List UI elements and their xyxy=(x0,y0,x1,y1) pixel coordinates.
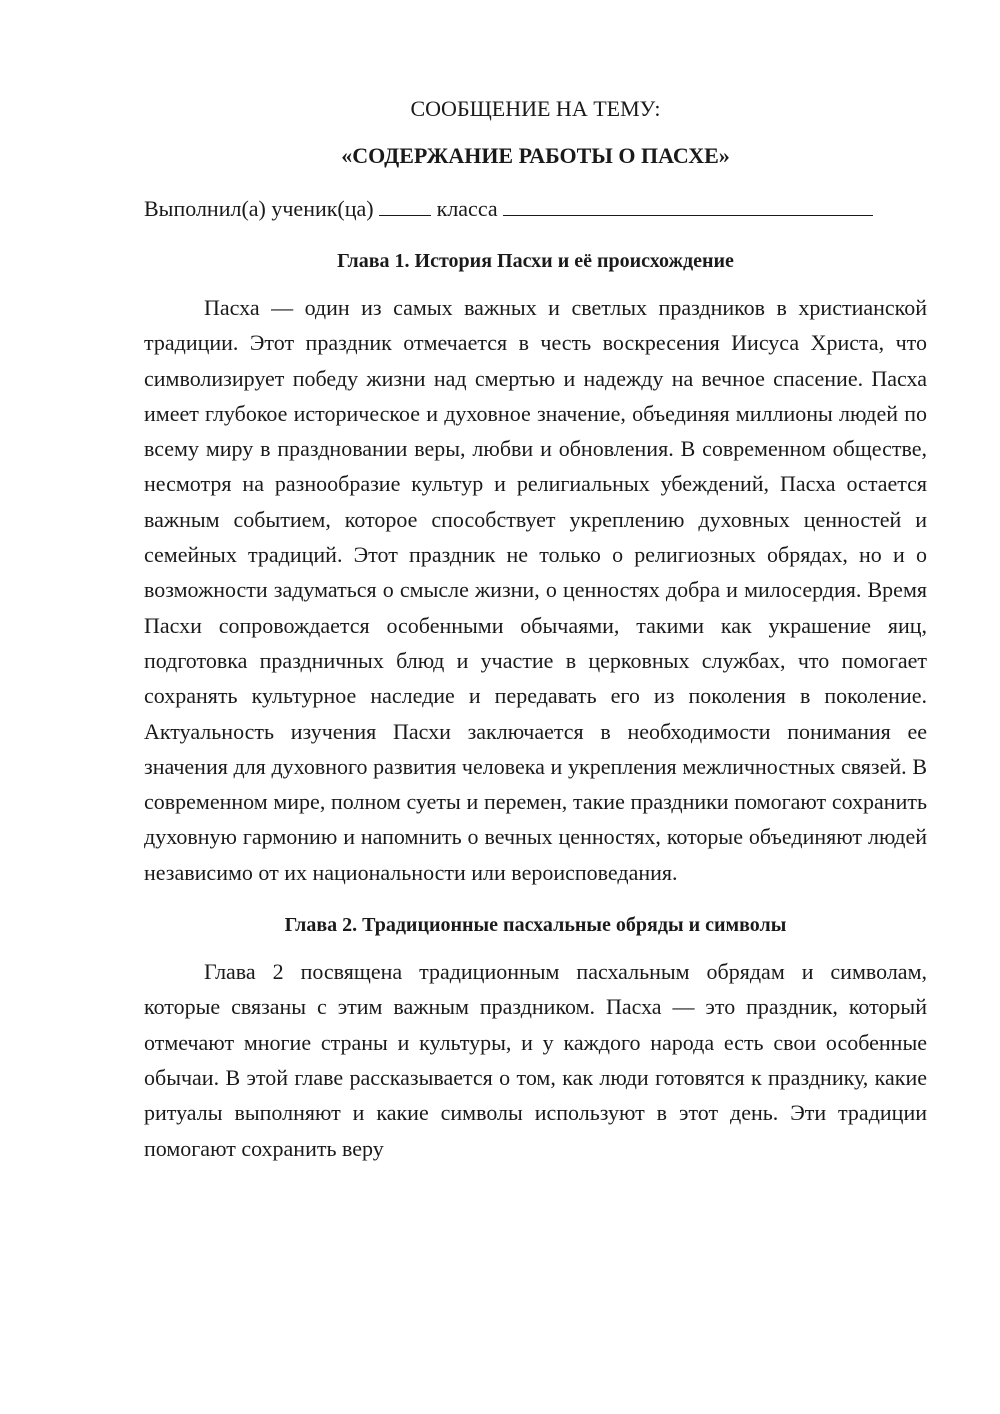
document-page xyxy=(144,92,927,1166)
class-number-blank xyxy=(379,195,431,216)
document-subtitle: «СОДЕРЖАНИЕ РАБОТЫ О ПАСХЕ» xyxy=(341,143,730,168)
chapter-2-heading: Глава 2. Традиционные пасхальные обряды и символы xyxy=(284,914,787,937)
student-name-blank xyxy=(503,195,873,216)
author-prefix: Выполнил(а) ученик(ца) xyxy=(144,196,374,221)
chapter-2-paragraph: Глава 2 посвящена традиционным пасхальным обрядам и символам, которые связаны с этим важным праздником. Пасха — это праздник, который отмечают многие страны и культуры, и у каждого народа есть свои особенные обычаи. В этой главе рассказывается о том, как люди готовятся к празднику, какие ритуалы выполняют и какие символы используют в этот день. Эти традиции помогают сохранить веру xyxy=(144,959,927,1161)
chapter-1-paragraph: Пасха — один из самых важных и светлых праздников в христианской традиции. Этот праздник отмечается в честь воскресения Иисуса Христа, что символизирует победу жизни над смертью и надежду на вечное спасение. Пасха имеет глубокое историческое и духовное значение, объединяя миллионы людей по всему миру в праздновании веры, любви и обновления. В современном обществе, несмотря на разнообразие культур и религиальных убеждений, Пасха остается важным событием, которое способствует укреплению духовных ценностей и семейных традиций. Этот праздник не только о религиозных обрядах, но и о возможности задуматься о смысле жизни, о ценностях добра и милосердия. Время Пасхи сопровождается особенными обычаями, такими как украшение яиц, подготовка праздничных блюд и участие в церковных службах, что помогает сохранять культурное наследие и передавать его из поколения в поколение. Актуальность изучения Пасхи заключается в необходимости понимания ее значения для духовного развития человека и укрепления межличностных связей. В современном мире, полном суеты и перемен, такие праздники помогают сохранить духовную гармонию и напомнить о вечных ценностях, которые объединяют людей независимо от их национальности или вероисповедания. xyxy=(144,295,927,885)
document-title: СООБЩЕНИЕ НА ТЕМУ: xyxy=(410,96,661,121)
author-line xyxy=(144,192,927,226)
author-middle: класса xyxy=(436,196,498,221)
chapter-1-heading: Глава 1. История Пасхи и её происхождение xyxy=(337,250,734,272)
